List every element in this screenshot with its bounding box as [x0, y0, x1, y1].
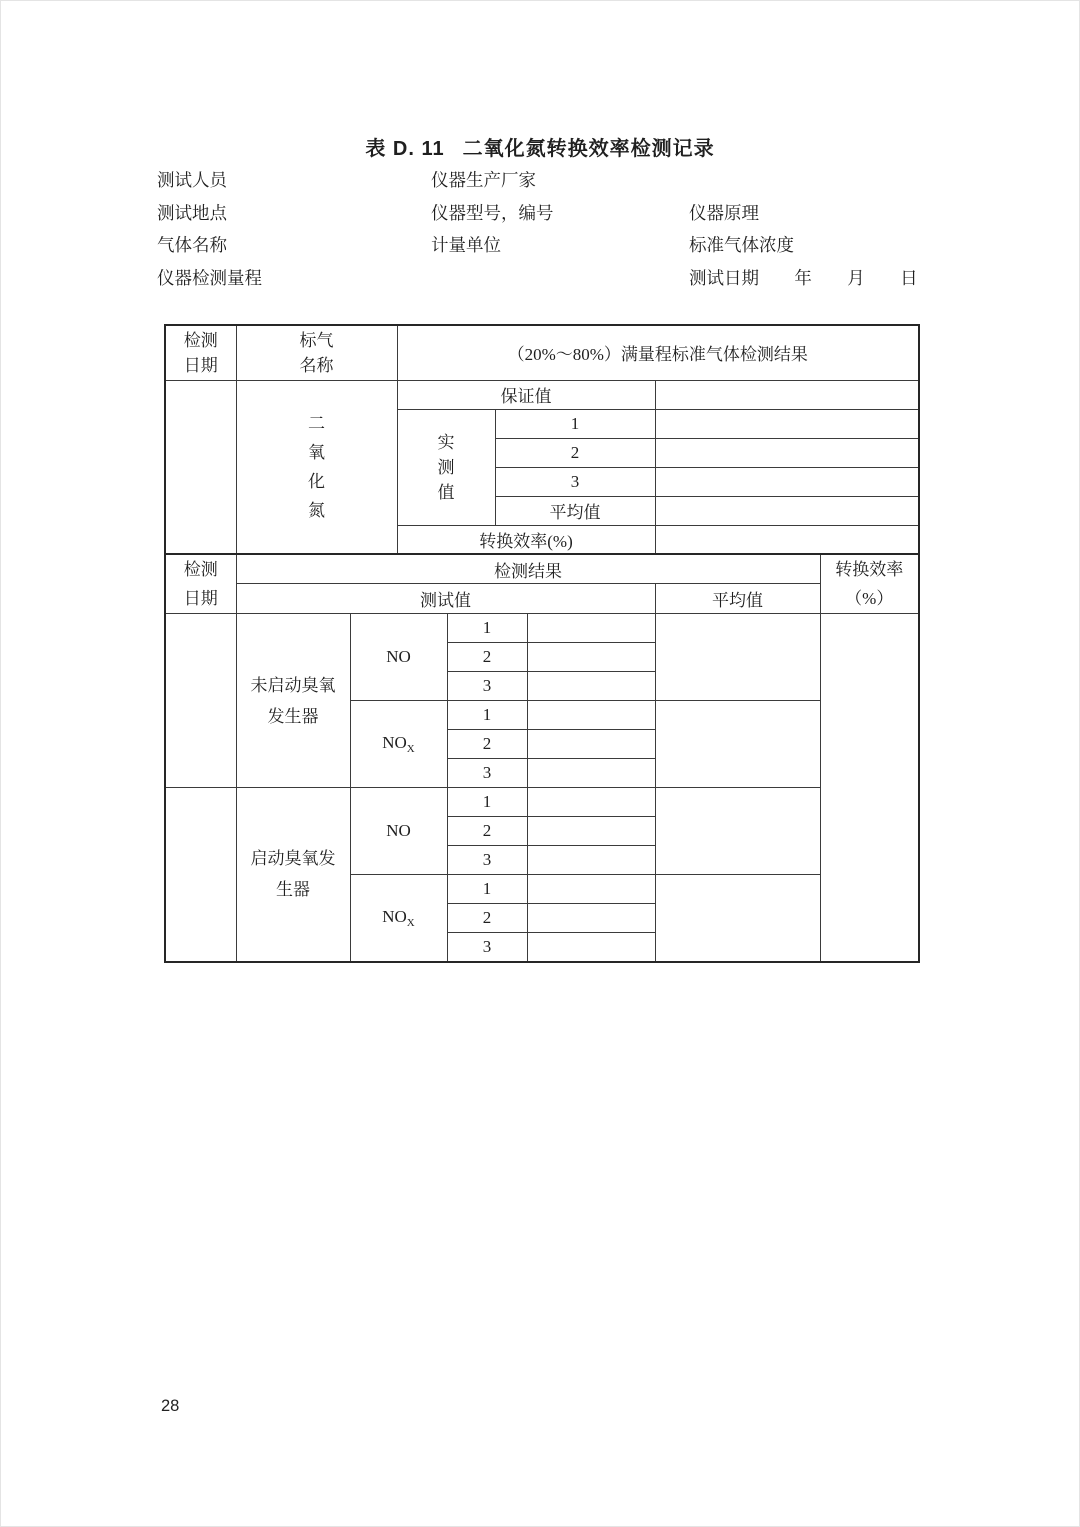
t1-measured-value-label: 实 测 值	[397, 409, 495, 525]
day-label: 日	[900, 267, 918, 288]
t1-efficiency-label: 转换效率(%)	[397, 525, 655, 554]
test-result-table	[164, 553, 920, 963]
t1-trial-3-label: 3	[495, 467, 655, 496]
t1-trial-3-entry-cell	[655, 467, 919, 496]
t2-result-header: 检测结果	[236, 554, 820, 584]
t1-guaranteed-value-entry-cell	[655, 380, 919, 409]
t1-date-header-cell: 检测 日期	[165, 325, 236, 380]
t1-average-entry-cell	[655, 496, 919, 525]
t1-gas-header-cell: 标气 名称	[236, 325, 397, 380]
t2-on-no-average-entry-cell	[655, 788, 820, 875]
t2-efficiency-header-cell: 转换效率 （%）	[820, 554, 919, 614]
t2-condition-off-cell: 未启动臭氧 发生器	[236, 614, 350, 788]
year-label: 年	[794, 267, 812, 288]
t2-on-no-trial-3-label: 3	[447, 846, 527, 875]
t1-guaranteed-value-label: 保证值	[397, 380, 655, 409]
t2-on-no-trial-2-entry-cell	[527, 817, 655, 846]
t2-off-nox-trial-2-label: 2	[447, 730, 527, 759]
t1-average-label: 平均值	[495, 496, 655, 525]
t1-date-entry-cell	[165, 380, 236, 554]
t2-no-label-off: NO	[350, 614, 447, 701]
page-number: 28	[161, 1397, 180, 1415]
t2-nox-label-on: $NO_X$	[350, 875, 447, 962]
field-unit: 计量单位	[431, 235, 501, 255]
table-title	[1, 132, 1079, 161]
fullscale-result-table	[164, 324, 920, 555]
t2-off-no-average-entry-cell	[655, 614, 820, 701]
t2-off-no-trial-1-entry-cell	[527, 614, 655, 643]
record-table	[164, 324, 918, 963]
field-row-2	[157, 196, 947, 229]
t2-off-no-trial-2-label: 2	[447, 643, 527, 672]
t2-date-entry-cell-off	[165, 614, 236, 788]
month-label: 月	[847, 267, 865, 288]
t2-off-nox-average-entry-cell	[655, 701, 820, 788]
field-manufacturer: 仪器生产厂家	[431, 170, 536, 190]
field-test-location: 测试地点	[157, 202, 227, 223]
t2-off-no-trial-1-label: 1	[447, 614, 527, 643]
t2-nox-label-off: $NO_X$	[350, 701, 447, 788]
t2-date-header-cell: 检测 日期	[165, 554, 236, 614]
t1-fullscale-result-header: （20%～80%）满量程标准气体检测结果	[397, 325, 919, 380]
t2-on-nox-trial-2-entry-cell	[527, 904, 655, 933]
t2-off-nox-trial-2-entry-cell	[527, 730, 655, 759]
t1-trial-2-label: 2	[495, 438, 655, 467]
t2-off-nox-trial-1-label: 1	[447, 701, 527, 730]
t2-off-nox-trial-3-entry-cell	[527, 759, 655, 788]
t1-trial-1-entry-cell	[655, 409, 919, 438]
field-detection-range: 仪器检测量程	[157, 267, 262, 288]
t2-on-nox-trial-2-label: 2	[447, 904, 527, 933]
field-principle: 仪器原理	[689, 202, 759, 223]
t2-average-header: 平均值	[655, 584, 820, 614]
field-standard-gas-concentration: 标准气体浓度	[689, 235, 794, 255]
t2-off-nox-trial-1-entry-cell	[527, 701, 655, 730]
t2-off-nox-trial-3-label: 3	[447, 759, 527, 788]
table-title-text: 二氧化氮转换效率检测记录	[462, 138, 715, 160]
t1-trial-1-label: 1	[495, 409, 655, 438]
t2-on-no-trial-3-entry-cell	[527, 846, 655, 875]
t1-gas-name-cell: 二 氧 化 氮	[236, 380, 397, 554]
t2-off-no-trial-3-label: 3	[447, 672, 527, 701]
t2-on-nox-trial-1-entry-cell	[527, 875, 655, 904]
t2-on-nox-trial-3-entry-cell	[527, 933, 655, 962]
t2-on-no-trial-2-label: 2	[447, 817, 527, 846]
t2-on-nox-average-entry-cell	[655, 875, 820, 962]
t2-date-entry-cell-on	[165, 788, 236, 962]
field-test-date	[689, 265, 918, 290]
table-title-number: 表 D. 11	[365, 138, 445, 160]
t1-efficiency-entry-cell	[655, 525, 919, 554]
t2-test-value-header: 测试值	[236, 584, 655, 614]
header-fields	[157, 163, 947, 293]
t2-on-nox-trial-3-label: 3	[447, 933, 527, 962]
t2-off-no-trial-2-entry-cell	[527, 643, 655, 672]
t2-condition-on-cell: 启动臭氧发 生器	[236, 788, 350, 962]
field-row-4	[157, 261, 947, 294]
field-row-3	[157, 228, 947, 261]
t2-on-nox-trial-1-label: 1	[447, 875, 527, 904]
field-row-1	[157, 163, 947, 196]
t2-efficiency-entry-cell	[820, 614, 919, 962]
field-test-personnel: 测试人员	[157, 170, 227, 190]
t1-trial-2-entry-cell	[655, 438, 919, 467]
test-date-label: 测试日期	[689, 267, 759, 288]
field-model-number: 仪器型号，编号	[431, 202, 554, 223]
t2-on-no-trial-1-label: 1	[447, 788, 527, 817]
t2-off-no-trial-3-entry-cell	[527, 672, 655, 701]
t2-on-no-trial-1-entry-cell	[527, 788, 655, 817]
t2-no-label-on: NO	[350, 788, 447, 875]
field-gas-name: 气体名称	[157, 235, 227, 255]
